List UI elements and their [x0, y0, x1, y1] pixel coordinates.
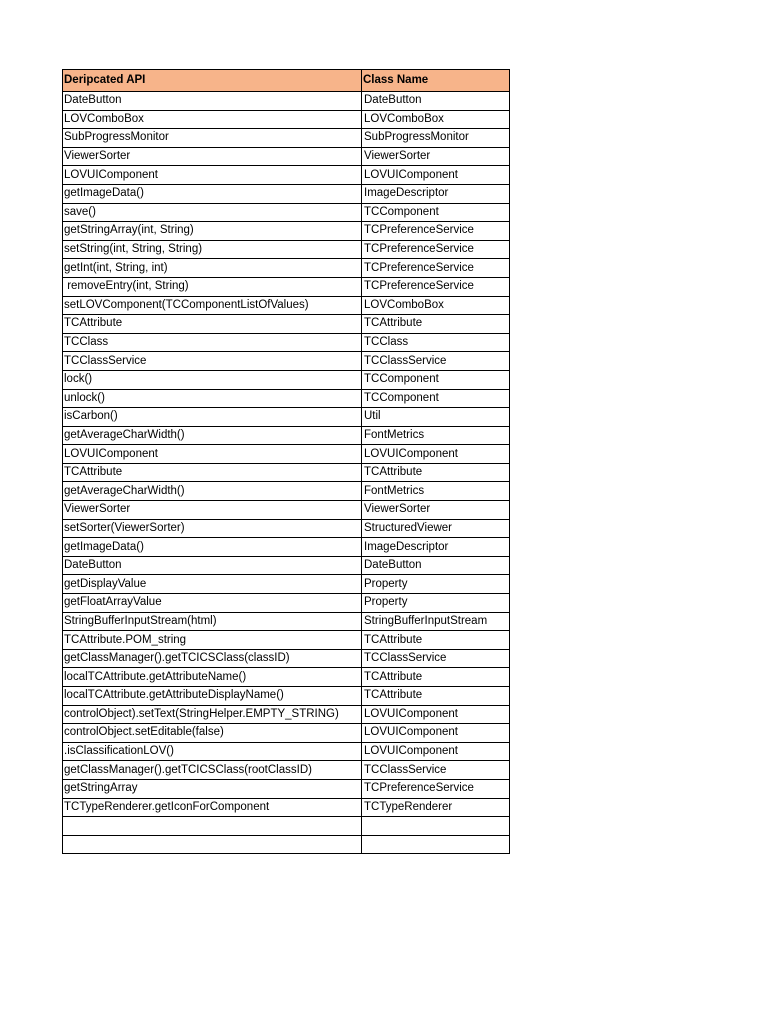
class-name-cell: FontMetrics — [362, 426, 510, 445]
table-row — [63, 110, 510, 129]
api-cell: localTCAttribute.getAttributeDisplayName() — [63, 687, 362, 706]
class-name-cell: TCAttribute — [362, 315, 510, 334]
table-row — [63, 277, 510, 296]
class-name-cell: TCPreferenceService — [362, 259, 510, 278]
api-cell: setString(int, String, String) — [63, 240, 362, 259]
table-row — [63, 463, 510, 482]
class-name-cell: DateButton — [362, 556, 510, 575]
api-cell: save() — [63, 203, 362, 222]
table-row — [63, 352, 510, 371]
api-cell: unlock() — [63, 389, 362, 408]
table-row — [63, 705, 510, 724]
table-row — [63, 147, 510, 166]
api-cell: getInt(int, String, int) — [63, 259, 362, 278]
class-name-cell: ViewerSorter — [362, 501, 510, 520]
table-row — [63, 166, 510, 185]
class-name-cell: TCComponent — [362, 203, 510, 222]
api-cell: TCClass — [63, 333, 362, 352]
api-cell: getClassManager().getTCICSClass(classID) — [63, 649, 362, 668]
api-cell: getAverageCharWidth() — [63, 426, 362, 445]
class-name-cell: TCAttribute — [362, 687, 510, 706]
table-row — [63, 687, 510, 706]
class-name-cell: Property — [362, 594, 510, 613]
class-name-cell: LOVUIComponent — [362, 445, 510, 464]
class-name-cell: Property — [362, 575, 510, 594]
class-name-cell: TCClassService — [362, 649, 510, 668]
class-name-cell: LOVUIComponent — [362, 742, 510, 761]
table-row — [63, 594, 510, 613]
class-name-cell: TCClassService — [362, 761, 510, 780]
table-row — [63, 501, 510, 520]
api-cell: LOVComboBox — [63, 110, 362, 129]
api-cell: getFloatArrayValue — [63, 594, 362, 613]
class-name-cell: TCClass — [362, 333, 510, 352]
api-cell: controlObject).setText(StringHelper.EMPTY_STRING) — [63, 705, 362, 724]
table-row — [63, 333, 510, 352]
api-cell: TCAttribute.POM_string — [63, 631, 362, 650]
table-row — [63, 370, 510, 389]
class-name-cell — [362, 835, 510, 854]
table-row — [63, 296, 510, 315]
class-name-cell: StructuredViewer — [362, 519, 510, 538]
class-name-cell: ImageDescriptor — [362, 538, 510, 557]
table-row — [63, 631, 510, 650]
api-cell: controlObject.setEditable(false) — [63, 724, 362, 743]
table-row — [63, 389, 510, 408]
class-name-cell: TCTypeRenderer — [362, 798, 510, 817]
class-name-cell: TCPreferenceService — [362, 222, 510, 241]
api-cell: LOVUIComponent — [63, 166, 362, 185]
class-name-cell — [362, 817, 510, 836]
api-cell: getImageData() — [63, 538, 362, 557]
api-cell: getImageData() — [63, 184, 362, 203]
class-name-cell: DateButton — [362, 92, 510, 111]
api-cell: SubProgressMonitor — [63, 129, 362, 148]
api-cell: DateButton — [63, 556, 362, 575]
api-cell: getStringArray — [63, 779, 362, 798]
api-cell: removeEntry(int, String) — [63, 277, 362, 296]
class-name-cell: TCAttribute — [362, 668, 510, 687]
table-row — [63, 538, 510, 557]
class-name-cell: ViewerSorter — [362, 147, 510, 166]
table-row — [63, 519, 510, 538]
class-name-cell: LOVUIComponent — [362, 166, 510, 185]
class-name-cell: FontMetrics — [362, 482, 510, 501]
table-row — [63, 612, 510, 631]
api-cell: setSorter(ViewerSorter) — [63, 519, 362, 538]
table-row — [63, 259, 510, 278]
table-row — [63, 779, 510, 798]
api-cell: ViewerSorter — [63, 147, 362, 166]
table-row — [63, 184, 510, 203]
api-cell: getAverageCharWidth() — [63, 482, 362, 501]
table-row — [63, 817, 510, 836]
api-cell: ViewerSorter — [63, 501, 362, 520]
column-header-api: Deripcated API — [63, 70, 362, 92]
class-name-cell: Util — [362, 408, 510, 427]
class-name-cell: LOVUIComponent — [362, 724, 510, 743]
api-cell: lock() — [63, 370, 362, 389]
table-row — [63, 203, 510, 222]
class-name-cell: TCPreferenceService — [362, 277, 510, 296]
table-row — [63, 649, 510, 668]
deprecated-api-table — [62, 69, 510, 854]
table-row — [63, 240, 510, 259]
api-cell: setLOVComponent(TCComponentListOfValues) — [63, 296, 362, 315]
api-cell: getDisplayValue — [63, 575, 362, 594]
class-name-cell: SubProgressMonitor — [362, 129, 510, 148]
api-cell: localTCAttribute.getAttributeName() — [63, 668, 362, 687]
class-name-cell: ImageDescriptor — [362, 184, 510, 203]
api-cell: isCarbon() — [63, 408, 362, 427]
api-cell: TCAttribute — [63, 315, 362, 334]
class-name-cell: TCComponent — [362, 389, 510, 408]
class-name-cell: TCAttribute — [362, 463, 510, 482]
table-row — [63, 798, 510, 817]
class-name-cell: TCComponent — [362, 370, 510, 389]
api-cell: LOVUIComponent — [63, 445, 362, 464]
table-row — [63, 445, 510, 464]
table-row — [63, 408, 510, 427]
column-header-class-name: Class Name — [362, 70, 510, 92]
header-row — [63, 70, 510, 92]
class-name-cell: TCClassService — [362, 352, 510, 371]
class-name-cell: TCPreferenceService — [362, 779, 510, 798]
api-cell: StringBufferInputStream(html) — [63, 612, 362, 631]
table-row — [63, 482, 510, 501]
table-row — [63, 426, 510, 445]
table-row — [63, 835, 510, 854]
api-cell: TCTypeRenderer.getIconForComponent — [63, 798, 362, 817]
table-row — [63, 575, 510, 594]
class-name-cell: StringBufferInputStream — [362, 612, 510, 631]
table-row — [63, 724, 510, 743]
api-cell: getClassManager().getTCICSClass(rootClassID) — [63, 761, 362, 780]
table-row — [63, 129, 510, 148]
api-cell: DateButton — [63, 92, 362, 111]
api-cell — [63, 817, 362, 836]
class-name-cell: LOVComboBox — [362, 110, 510, 129]
table-row — [63, 92, 510, 111]
table-row — [63, 668, 510, 687]
table-row — [63, 222, 510, 241]
class-name-cell: TCPreferenceService — [362, 240, 510, 259]
table-row — [63, 315, 510, 334]
table-row — [63, 761, 510, 780]
api-cell — [63, 835, 362, 854]
class-name-cell: LOVUIComponent — [362, 705, 510, 724]
api-cell: TCAttribute — [63, 463, 362, 482]
table-row — [63, 556, 510, 575]
api-cell: .isClassificationLOV() — [63, 742, 362, 761]
class-name-cell: LOVComboBox — [362, 296, 510, 315]
class-name-cell: TCAttribute — [362, 631, 510, 650]
table-row — [63, 742, 510, 761]
api-cell: getStringArray(int, String) — [63, 222, 362, 241]
api-cell: TCClassService — [63, 352, 362, 371]
